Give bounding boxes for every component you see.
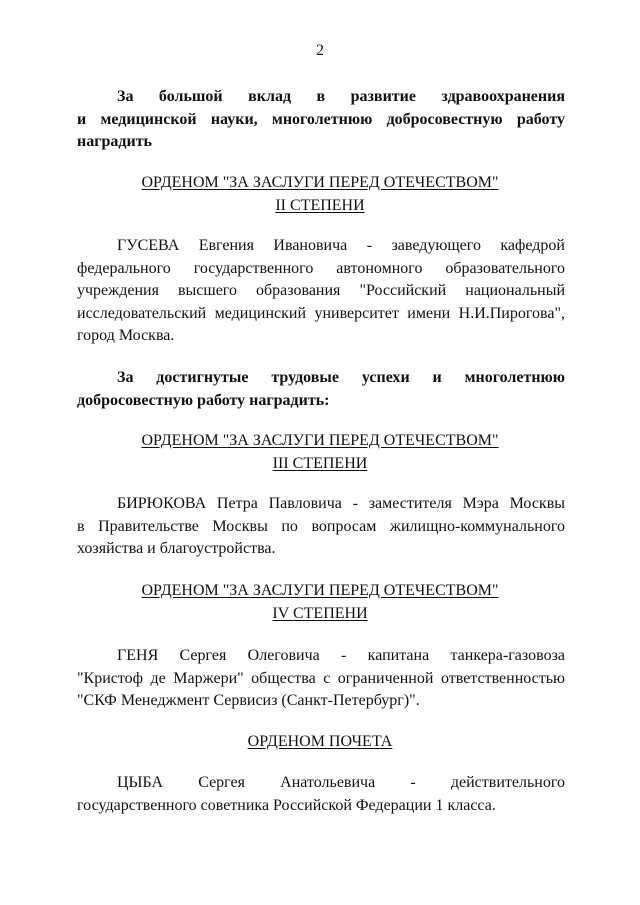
recipient-line: федерального государственного автономного образовательного — [77, 259, 565, 277]
recipient-line: хозяйства и благоустройства. — [77, 540, 276, 558]
recipient-line: ГЕНЯ Сергея Олеговича - капитана танкера-газовоза — [117, 647, 565, 664]
order-degree-line: III СТЕПЕНИ — [272, 454, 368, 472]
recipient-line: ЦЫБА Сергея Анатольевича - действительного — [117, 774, 565, 791]
recipient-line: учреждения высшего образования "Российский национальный — [77, 282, 565, 300]
recipient-1 — [77, 235, 565, 348]
order-title-line: ОРДЕНОМ "ЗА ЗАСЛУГИ ПЕРЕД ОТЕЧЕСТВОМ" — [141, 582, 499, 599]
order-title-line: ОРДЕНОМ "ЗА ЗАСЛУГИ ПЕРЕД ОТЕЧЕСТВОМ" — [141, 174, 499, 191]
intro-line: За достигнутые трудовые успехи и многолетнюю — [117, 369, 565, 386]
recipient-line: ГУСЕВА Евгения Ивановича - заведующего кафедрой — [117, 237, 565, 254]
intro-line: и медицинской науки, многолетнюю добросовестную работу — [77, 110, 565, 128]
order-heading-2 — [0, 430, 640, 475]
recipient-line: в Правительстве Москвы по вопросам жилищно-коммунального — [77, 517, 565, 535]
recipient-line: БИРЮКОВА Петра Павловича - заместителя Мэра Москвы — [117, 495, 565, 512]
recipient-4 — [77, 772, 565, 817]
recipient-3 — [77, 645, 565, 713]
order-title-line: ОРДЕНОМ ПОЧЕТА — [247, 733, 393, 750]
order-heading-4 — [0, 731, 640, 754]
recipient-2 — [77, 493, 565, 561]
intro-line: За большой вклад в развитие здравоохранения — [117, 88, 565, 105]
recipient-line: государственного советника Российской Федерации 1 класса. — [77, 796, 496, 814]
order-degree-line: II СТЕПЕНИ — [275, 196, 365, 214]
order-title-line: ОРДЕНОМ "ЗА ЗАСЛУГИ ПЕРЕД ОТЕЧЕСТВОМ" — [141, 432, 499, 449]
recipient-line: город Москва. — [77, 327, 175, 345]
intro-line: наградить — [77, 133, 153, 151]
recipient-line: "СКФ Менеджмент Сервисиз (Санкт-Петербург)". — [77, 692, 420, 710]
order-heading-3 — [0, 580, 640, 625]
recipient-line: "Кристоф де Маржери" общества с ограниченной ответственностью — [77, 669, 565, 687]
page-number: 2 — [316, 42, 324, 59]
recipient-line: исследовательский медицинский университет имени Н.И.Пирогова", — [77, 304, 565, 322]
order-degree-line: IV СТЕПЕНИ — [272, 604, 368, 622]
award-intro-1 — [77, 86, 565, 154]
award-intro-2 — [77, 367, 565, 412]
intro-line: добросовестную работу наградить: — [77, 391, 330, 409]
order-heading-1 — [0, 172, 640, 217]
